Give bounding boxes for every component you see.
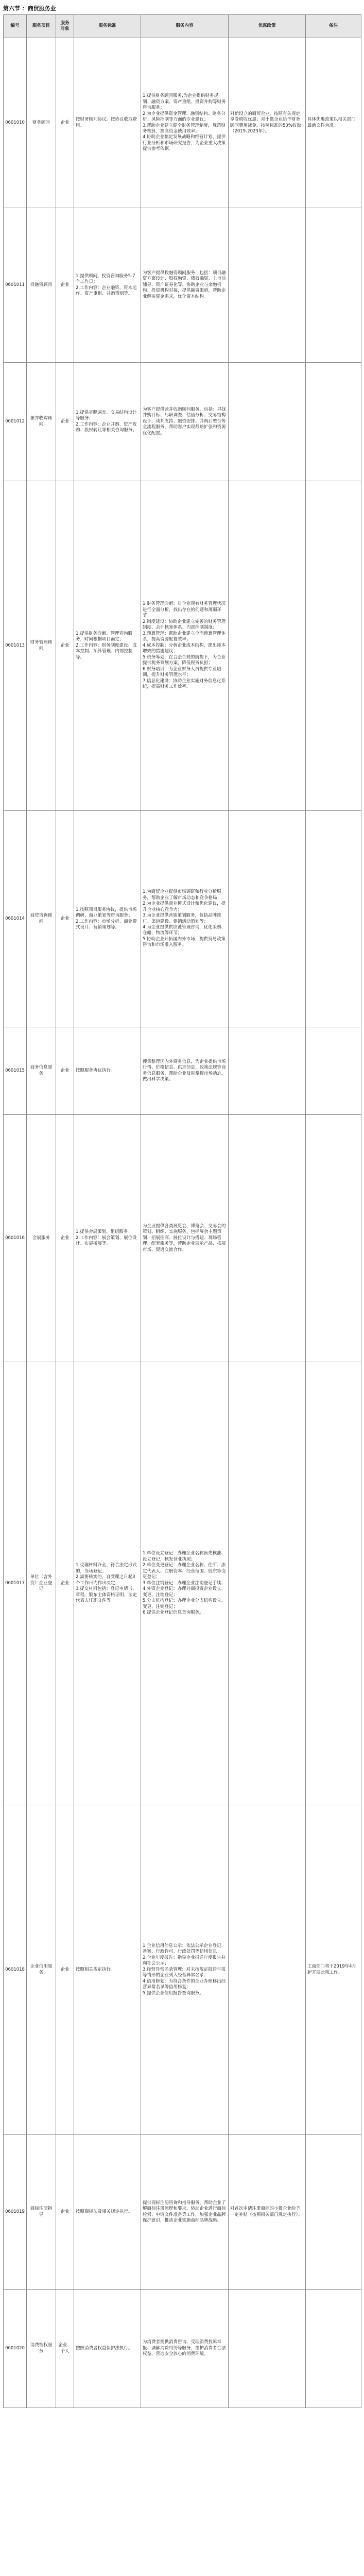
cell-target: 企业 [56,363,74,481]
cell-standard: 1.受理材料齐全、符合法定形式的，当场登记； 2.需要核实的，自受理之日起3个工作日内作出决定； 3.提交材料包括：登记申请书、章程、股东主体资格证明、法定代表人任职文件等。 [74,1362,141,1805]
cell-note [306,2290,361,2408]
cell-target: 企业 [56,1027,74,1115]
cell-content: 1.单位设立登记：办理企业名称预先核准、设立登记，核发营业执照； 2.单位变更登记：办理企业名称、住所、法定代表人、注册资本、经营范围、股东等变更登记； 3.单位注销登记：办理企业注销登记手续； 4.外资企业登记：办理外商投资企业设立、变更、注销登记； 5.分支机构登记：办理企业分支机构设立、变更、注销登记； 6.提供企业登记信息查询服务。 [141,1362,229,1805]
cell-note [306,1115,361,1362]
cell-policy [229,208,306,363]
cell-standard: 按照服务协议执行。 [74,1027,141,1115]
cell-id: 0601018 [4,1805,27,2135]
cell-name: 消费维权服务 [27,2290,56,2408]
cell-content: 为企业提供各类展览会、博览会、交易会的策划、组织、实施服务，包括展会主题策划、招展招商、展位设计与搭建、现场管理、配套服务等，帮助企业展示产品、拓展市场、促进交流合作。 [141,1115,229,1362]
cell-standard: 按照相关规定执行。 [74,1805,141,2135]
cell-id: 0601013 [4,481,27,811]
cell-note [306,363,361,481]
table-row [4,2135,361,2290]
table-row [4,1115,361,1362]
header-content: 服务内容 [141,15,229,38]
cell-policy [229,811,306,1027]
cell-standard: 1.提供会展策划、组织服务； 2.工作内容：展会策划、展位设计、布展撤展等。 [74,1115,141,1362]
cell-name: 商贸咨询顾问 [27,811,56,1027]
table-row [4,811,361,1027]
table-row [4,38,361,208]
cell-policy [229,1805,306,2135]
table-row [4,2290,361,2408]
cell-id: 0601012 [4,363,27,481]
cell-content: 提供商标注册咨询和指导服务，帮助企业了解商标注册流程和要求，协助企业进行商标检索、申请文件准备等工作，加强企业品牌保护意识，推动企业实施商标品牌战略。 [141,2135,229,2290]
header-name: 服务项目 [27,15,56,38]
table-row [4,208,361,363]
cell-id: 0601016 [4,1115,27,1362]
cell-id: 0601020 [4,2290,27,2408]
table-row [4,363,361,481]
cell-name: 兼并收购顾问 [27,363,56,481]
cell-policy [229,1362,306,1805]
cell-policy: 对新设立的商贸企业，按照有关规定享受税收优惠；对小微企业给予财务顾问费用减免，按照标准的50%收取（2019-2023年）。 [229,38,306,208]
table-row [4,1362,361,1805]
header-policy: 优惠政策 [229,15,306,38]
cell-target: 企业 [56,1362,74,1805]
header-id: 编号 [4,15,27,38]
cell-policy: 对首次申请注册商标的小微企业给予一定补贴（按照相关部门规定执行）。 [229,2135,306,2290]
cell-standard: 1.提供尽职调查、交易结构设计等服务； 2.工作内容：企业并购、资产收购、股权转让等相关咨询服务。 [74,363,141,481]
cell-policy [229,481,306,811]
cell-note: 工商部门将于2019年4月起开展此项工作。 [306,1805,361,2135]
cell-standard: 按财务顾问协议，按协议收取费用。 [74,38,141,208]
cell-target: 企业 [56,38,74,208]
header-note: 备注 [306,15,361,38]
cell-name: 企业信用服务 [27,1805,56,2135]
cell-content: 1.财务管理诊断：对企业现有财务管理状况进行全面分析，找出存在的问题和薄弱环节； 2.制度建设：协助企业建立完善的财务管理制度、会计核算体系、内部控制制度； 3.预算管理：帮助企业建立全面预算管理体系，提高资源配置效率； 4.成本控制：分析企业成本结构，提出降本增效的措施建议； 5.税务筹划：在合法合规的前提下，为企业提供税务筹划方案，降低税务负担； 6.财务培训：为企业财务人员提供专业培训，提升财务管理水平； 7.信息化建设：协助企业实施财务信息化系统，提高财务工作效率。 [141,481,229,811]
cell-id: 0601010 [4,38,27,208]
cell-name: 商标注册指导 [27,2135,56,2290]
cell-id: 0601014 [4,811,27,1027]
table-row [4,481,361,811]
cell-name: 投融资顾问 [27,208,56,363]
cell-target: 企业 [56,811,74,1027]
cell-standard: 1.提供财务诊断、管理咨询服务，时间根据项目而定； 2.工作内容：财务制度建设、成本控制、预算管理、内部控制等。 [74,481,141,811]
header-standard: 服务标准 [74,15,141,38]
cell-name: 单位（含外资）企业登记 [27,1362,56,1805]
cell-target: 企业、个人 [56,2290,74,2408]
cell-standard: 按照商标法及相关规定执行。 [74,2135,141,2290]
cell-content: 为客户提供兼并收购顾问服务，包括：寻找并购目标、尽职调查、估值分析、交易结构设计、谈判支持、融资安排、并购后整合等全流程服务，帮助客户实现战略扩张和资源优化配置。 [141,363,229,481]
page-title: 第六节 ：商贸服务业 [3,5,56,12]
cell-note [306,208,361,363]
cell-target: 企业 [56,208,74,363]
cell-content: 1.提供财务顾问服务,为企业提供财务规划、融资方案、资产重组、投资并购等财务咨询服务； 2.为企业提供资金管理、融资结构、财务分析、风险控制等方面的专业建议； 3.帮助企业建立健全财务管理制度，规范财务核算，提高资金使用效率； 4.协助企业制定发展战略和经营计划，提供行业分析和市场研究报告，为企业重大决策提供参考依据。 [141,38,229,208]
cell-id: 0601017 [4,1362,27,1805]
cell-policy [229,1115,306,1362]
cell-name: 财务顾问 [27,38,56,208]
cell-name: 财务管理顾问 [27,481,56,811]
cell-policy [229,2290,306,2408]
table-row [4,1027,361,1115]
cell-content: 为消费者提供消费咨询、受理消费投诉举报、调解消费纠纷等服务，维护消费者合法权益，营造安全放心的消费环境。 [141,2290,229,2408]
cell-standard: 1.按照项目服务协议，提供市场调研、商业策划等咨询服务； 2.工作内容：市场分析、商业模式设计、营销策划等。 [74,811,141,1027]
cell-note [306,1027,361,1115]
table-header-row [4,15,361,38]
cell-name: 会展服务 [27,1115,56,1362]
cell-note [306,1362,361,1805]
cell-name: 商务信息服务 [27,1027,56,1115]
cell-content: 1.为商贸企业提供市场调研和行业分析服务，帮助企业了解市场动态和竞争格局； 2.为企业提供商业模式设计和优化建议，提升企业核心竞争力； 3.为企业提供营销策划服务，包括品牌推广、渠道建设、促销活动策划等； 4.为企业提供供应链管理咨询，优化采购、仓储、物流等环节； 5.协助企业开拓国内外市场，提供贸易政策咨询和市场准入服务。 [141,811,229,1027]
cell-id: 0601019 [4,2135,27,2290]
cell-policy [229,363,306,481]
cell-standard: 按照消费者权益保护法执行。 [74,2290,141,2408]
cell-note [306,811,361,1027]
cell-note [306,2135,361,2290]
table-row [4,1805,361,2135]
cell-content: 为客户提供投融资顾问服务，包括：项目融资方案设计、股权融资、债权融资、上市前辅导、资产证券化等。协助企业与金融机构、投资机构对接，提供融资渠道，帮助企业解决资金需求，优化资本结构。 [141,208,229,363]
cell-target: 企业 [56,481,74,811]
service-table [3,14,361,2408]
cell-id: 0601011 [4,208,27,363]
cell-note [306,481,361,811]
cell-content: 1.企业信用信息公示：依法公示企业登记、备案、行政许可、行政处罚等信用信息； 2.企业年度报告：指导企业报送年度报告并向社会公示； 3.经营异常名录管理：对未按规定报送年报等情形的企业列入经营异常名录； 4.信用修复：为符合条件的企业办理移出经营异常名录等信用修复； 5.提供企业信用报告查询服务。 [141,1805,229,2135]
cell-policy [229,1027,306,1115]
cell-content: 搜集整理国内外商务信息，为企业提供市场行情、价格信息、供求信息、政策法规等商务信息服务，帮助企业及时掌握市场动态，做出科学决策。 [141,1027,229,1115]
cell-id: 0601015 [4,1027,27,1115]
cell-standard: 1.提供顾问、投资咨询服务5-7个工作日； 2.工作内容：企业融资、资本运作、资产重组、并购策划等。 [74,208,141,363]
cell-target: 企业 [56,1115,74,1362]
cell-note: 具体优惠政策以相关部门最新文件为准。 [306,38,361,208]
cell-target: 企业 [56,2135,74,2290]
cell-target: 企业 [56,1805,74,2135]
header-target: 服务 对象 [56,15,74,38]
